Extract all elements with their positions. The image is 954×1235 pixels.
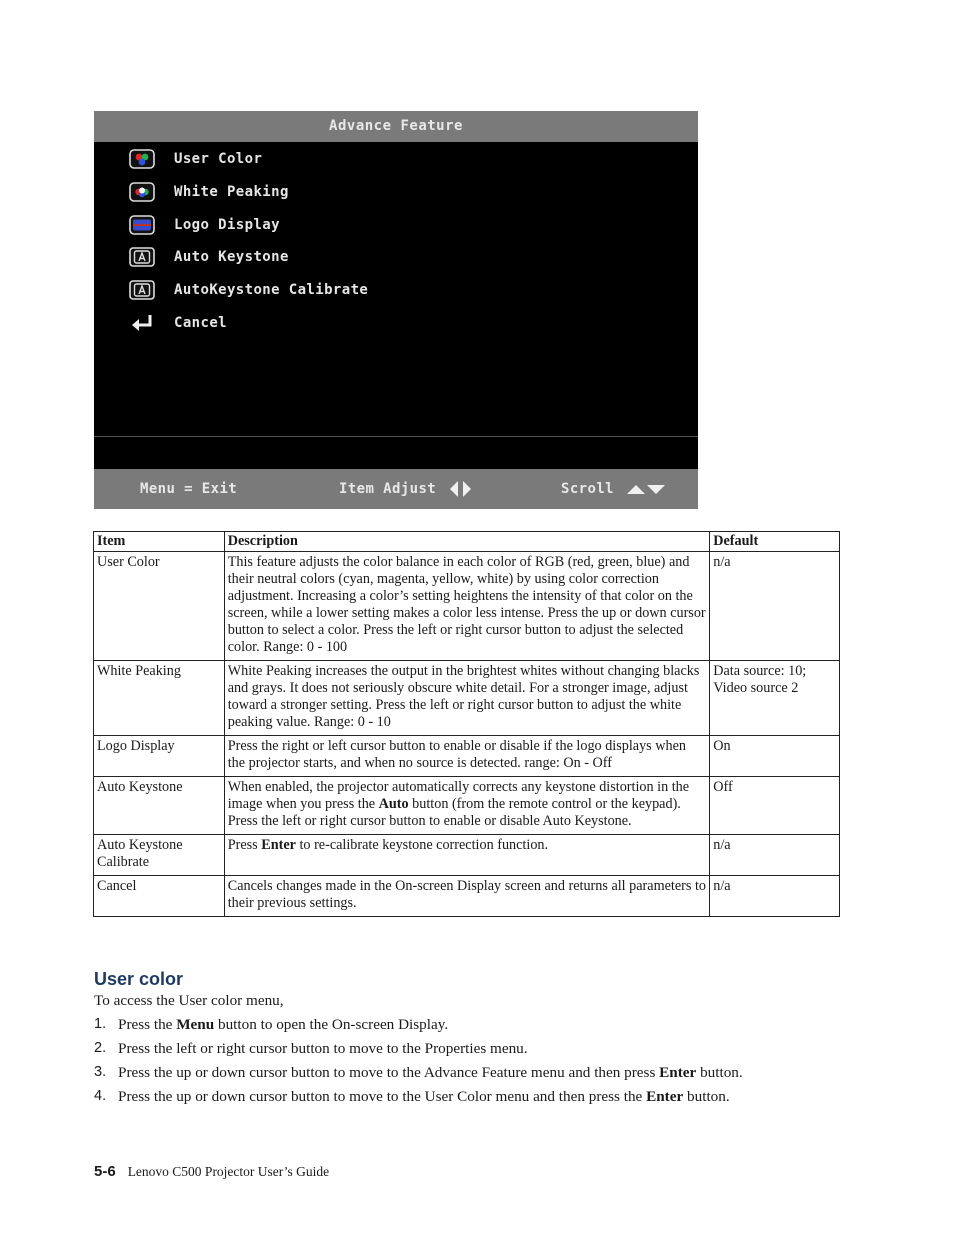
step-text: button. bbox=[696, 1064, 743, 1081]
return-arrow-icon bbox=[128, 312, 155, 334]
cell-default: n/a bbox=[710, 835, 840, 876]
cell-item: Auto Keystone Calibrate bbox=[94, 835, 225, 876]
list-item bbox=[94, 1087, 842, 1106]
osd-footer-menu-exit bbox=[140, 469, 237, 509]
osd-footer-scroll-label: Scroll bbox=[561, 481, 614, 497]
document-title: Lenovo C500 Projector User’s Guide bbox=[127, 1164, 330, 1179]
osd-item-cancel[interactable] bbox=[128, 310, 227, 336]
table-row bbox=[94, 661, 840, 736]
osd-footer-adjust-label: Item Adjust bbox=[339, 481, 437, 497]
section-intro: To access the User color menu, bbox=[94, 992, 284, 1009]
osd-item-auto-keystone[interactable] bbox=[128, 244, 289, 270]
bold-term: Menu bbox=[176, 1016, 215, 1033]
steps-list bbox=[94, 1015, 842, 1111]
table-row bbox=[94, 736, 840, 777]
step-number: 3. bbox=[94, 1064, 107, 1080]
cell-default: n/a bbox=[710, 876, 840, 917]
step-text: Press the up or down cursor button to move to the Advance Feature menu and then press bbox=[118, 1064, 660, 1081]
section-title: User color bbox=[94, 969, 184, 989]
up-down-arrows-icon bbox=[626, 482, 666, 496]
white-peaking-icon bbox=[128, 181, 155, 203]
cell-description bbox=[224, 661, 710, 736]
cell-default: n/a bbox=[710, 552, 840, 661]
step-text: button to open the On-screen Display. bbox=[214, 1016, 449, 1033]
osd-item-white-peaking[interactable] bbox=[128, 179, 289, 205]
osd-footer-item-adjust bbox=[339, 469, 474, 509]
osd-item-label: White Peaking bbox=[174, 184, 289, 200]
osd-item-logo-display[interactable] bbox=[128, 212, 280, 238]
description-text: Cancels changes made in the On-screen Display screen and returns all parameters to their previous settings. bbox=[227, 878, 706, 911]
cell-item: Auto Keystone bbox=[94, 777, 225, 835]
cell-default: On bbox=[710, 736, 840, 777]
step-number: 2. bbox=[94, 1040, 107, 1056]
step-text: Press the up or down cursor button to move to the User Color menu and then press the bbox=[118, 1088, 647, 1105]
description-text: Press the right or left cursor button to enable or disable if the logo displays when the projector starts, and when no source is detected. range: On - Off bbox=[227, 738, 686, 771]
osd-item-label: AutoKeystone Calibrate bbox=[174, 282, 369, 298]
osd-item-label: Cancel bbox=[174, 315, 227, 331]
step-number: 4. bbox=[94, 1088, 107, 1104]
cell-description bbox=[224, 876, 710, 917]
list-item bbox=[94, 1015, 842, 1034]
list-item bbox=[94, 1039, 842, 1058]
osd-item-user-color[interactable] bbox=[128, 146, 262, 172]
page-footer bbox=[94, 1163, 329, 1180]
osd-item-label: Logo Display bbox=[174, 217, 280, 233]
cell-description bbox=[224, 835, 710, 876]
table-row bbox=[94, 552, 840, 661]
description-text: When enabled, the projector automatically corrects any keystone distortion in the image when you press the bbox=[227, 779, 690, 812]
step-text: Press the left or right cursor button to move to the Properties menu. bbox=[118, 1040, 528, 1057]
osd-screenshot bbox=[94, 111, 698, 509]
bold-term: Enter bbox=[261, 837, 296, 853]
header-description: Description bbox=[224, 532, 710, 552]
table-row bbox=[94, 876, 840, 917]
osd-item-autokeystone-calibrate[interactable] bbox=[128, 277, 368, 303]
keystone-icon bbox=[128, 246, 155, 268]
cell-description bbox=[224, 552, 710, 661]
description-text: to re-calibrate keystone correction function. bbox=[295, 837, 549, 853]
osd-item-label: User Color bbox=[174, 151, 263, 167]
keystone-icon bbox=[128, 279, 155, 301]
header-item: Item bbox=[94, 532, 225, 552]
page-number: 5-6 bbox=[94, 1163, 116, 1180]
osd-item-label: Auto Keystone bbox=[174, 249, 289, 265]
description-text: This feature adjusts the color balance in each color of RGB (red, green, blue) and their neutral colors (cyan, magenta, yellow, white) by using color correction adjustment. Increasing a color’s setting heightens the intensity of that color on the screen, while a lower setting makes a color less intense. Press the up or down cursor button to select a color. Press the left or right cursor button to adjust the selected color. Range: 0 - 100 bbox=[227, 554, 706, 655]
table-row bbox=[94, 835, 840, 876]
left-right-arrows-icon bbox=[448, 480, 474, 498]
table-row bbox=[94, 777, 840, 835]
logo-display-icon bbox=[128, 214, 155, 236]
osd-footer-menu-label: Menu = Exit bbox=[140, 481, 238, 497]
bold-term: Enter bbox=[659, 1064, 697, 1081]
cell-default: Data source: 10; Video source 2 bbox=[710, 661, 840, 736]
bold-term: Enter bbox=[646, 1088, 684, 1105]
description-text: button (from the remote control or the keypad). Press the left or right cursor button to enable or disable Auto Keystone. bbox=[227, 796, 681, 829]
step-text: Press the bbox=[118, 1016, 177, 1033]
cell-item: User Color bbox=[94, 552, 225, 661]
osd-divider bbox=[94, 436, 698, 437]
cell-item: Cancel bbox=[94, 876, 225, 917]
step-number: 1. bbox=[94, 1016, 107, 1032]
cell-default: Off bbox=[710, 777, 840, 835]
table-header-row bbox=[94, 532, 840, 552]
osd-footer-bar bbox=[94, 469, 698, 509]
list-item bbox=[94, 1063, 842, 1082]
osd-title: Advance Feature bbox=[94, 111, 698, 142]
cell-item: White Peaking bbox=[94, 661, 225, 736]
rgb-dots-icon bbox=[128, 148, 155, 170]
header-default: Default bbox=[710, 532, 840, 552]
bold-term: Auto bbox=[378, 796, 409, 812]
osd-footer-scroll bbox=[561, 469, 666, 509]
cell-description bbox=[224, 777, 710, 835]
feature-table bbox=[93, 531, 840, 917]
cell-description bbox=[224, 736, 710, 777]
description-text: Press bbox=[227, 837, 262, 853]
cell-item: Logo Display bbox=[94, 736, 225, 777]
step-text: button. bbox=[683, 1088, 730, 1105]
description-text: White Peaking increases the output in the brightest whites without changing blacks and grays. It does not seriously obscure white detail. For a stronger image, adjust toward a stronger setting. Press the left or right cursor button to adjust the white peaking value. Range: 0 - 10 bbox=[227, 663, 700, 730]
